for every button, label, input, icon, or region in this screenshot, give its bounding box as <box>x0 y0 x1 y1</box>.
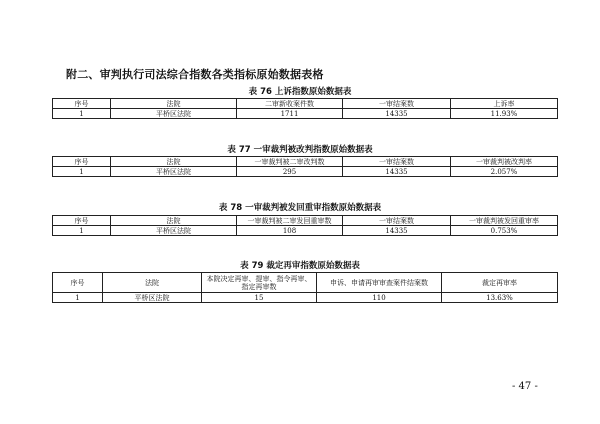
cell-metric-a: 295 <box>237 167 343 177</box>
header-court: 法院 <box>111 99 237 109</box>
cell-index: 1 <box>53 109 111 119</box>
header-metric-a: 二审新收案件数 <box>237 99 343 109</box>
cell-metric-a: 15 <box>202 293 317 303</box>
cell-rate: 2.057% <box>451 167 558 177</box>
cell-metric-b: 14335 <box>343 109 451 119</box>
cell-metric-b: 14335 <box>343 167 451 177</box>
cell-court: 平桥区法院 <box>111 109 237 119</box>
table-77 <box>52 156 558 177</box>
cell-metric-a: 108 <box>237 226 343 236</box>
header-court: 法院 <box>111 157 237 167</box>
cell-metric-a: 1711 <box>237 109 343 119</box>
header-index: 序号 <box>53 216 111 226</box>
header-metric-b: 申诉、申请再审审查案件结案数 <box>317 273 442 293</box>
cell-index: 1 <box>53 167 111 177</box>
header-index: 序号 <box>53 273 103 293</box>
table-header-row <box>53 99 558 109</box>
header-index: 序号 <box>53 157 111 167</box>
header-rate: 一审裁判被改判率 <box>451 157 558 167</box>
header-metric-b: 一审结案数 <box>343 216 451 226</box>
header-rate: 上诉率 <box>451 99 558 109</box>
header-court: 法院 <box>103 273 202 293</box>
cell-court: 平桥区法院 <box>111 167 237 177</box>
table-header-row <box>53 157 558 167</box>
header-rate: 裁定再审率 <box>442 273 558 293</box>
cell-court: 平桥区法院 <box>111 226 237 236</box>
header-metric-a: 一审裁判被二审改判数 <box>237 157 343 167</box>
header-metric-b: 一审结案数 <box>343 157 451 167</box>
cell-metric-b: 14335 <box>343 226 451 236</box>
table-76 <box>52 98 558 119</box>
table-row <box>53 293 558 303</box>
table-79 <box>52 272 558 303</box>
page-number: - 47 - <box>512 381 538 392</box>
cell-index: 1 <box>53 293 103 303</box>
table-row <box>53 167 558 177</box>
header-metric-b: 一审结案数 <box>343 99 451 109</box>
table-76-caption: 表 76 上诉指数原始数据表 <box>248 87 352 97</box>
table-77-caption: 表 77 一审裁判被改判指数原始数据表 <box>227 145 373 155</box>
cell-index: 1 <box>53 226 111 236</box>
header-court: 法院 <box>111 216 237 226</box>
appendix-heading: 附二、审判执行司法综合指数各类指标原始数据表格 <box>66 68 324 81</box>
header-metric-a: 一审裁判被二审发回重审数 <box>237 216 343 226</box>
table-79-caption: 表 79 裁定再审指数原始数据表 <box>240 261 360 271</box>
cell-rate: 13.63% <box>442 293 558 303</box>
table-row <box>53 226 558 236</box>
header-metric-a: 本院决定再审、提审、指令再审、指定再审数 <box>202 273 317 293</box>
table-row <box>53 109 558 119</box>
table-78 <box>52 215 558 236</box>
cell-metric-b: 110 <box>317 293 442 303</box>
cell-court: 平桥区法院 <box>103 293 202 303</box>
table-header-row <box>53 216 558 226</box>
header-index: 序号 <box>53 99 111 109</box>
cell-rate: 0.753% <box>451 226 558 236</box>
table-header-row <box>53 273 558 293</box>
cell-rate: 11.93% <box>451 109 558 119</box>
table-78-caption: 表 78 一审裁判被发回重审指数原始数据表 <box>218 203 382 213</box>
header-rate: 一审裁判被发回重审率 <box>451 216 558 226</box>
